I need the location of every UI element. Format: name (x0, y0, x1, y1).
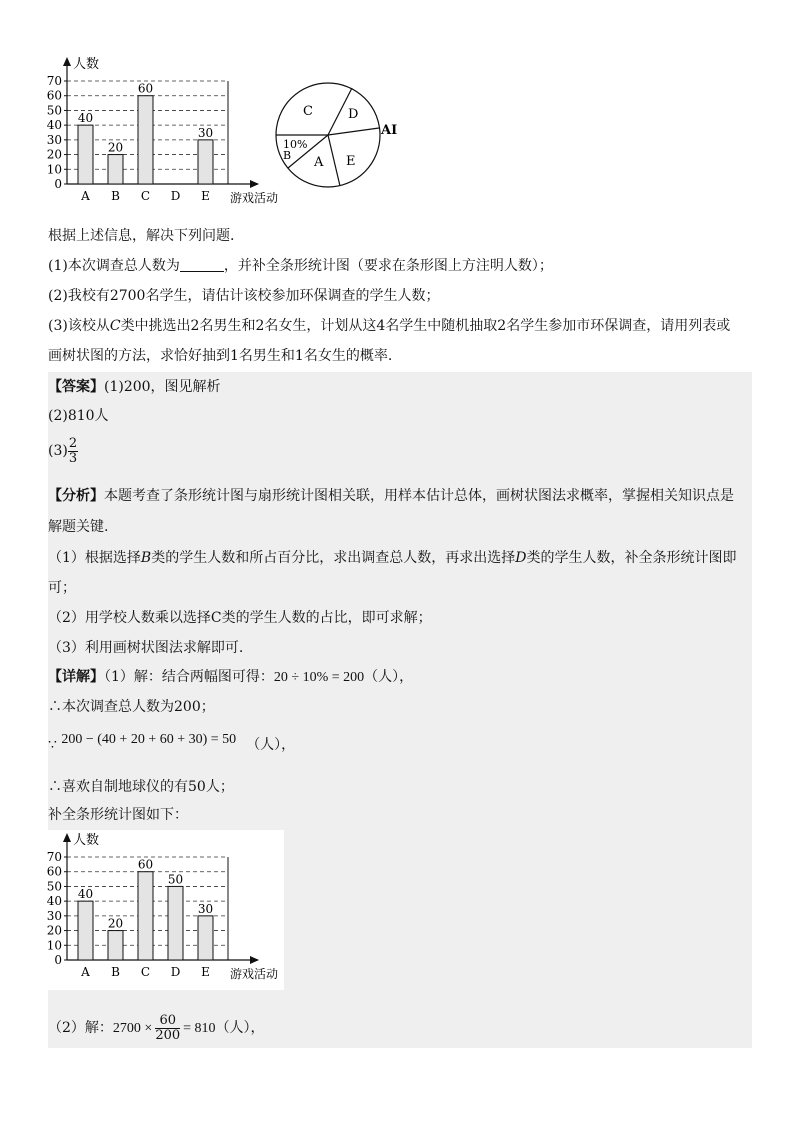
x-tick-label: E (201, 965, 210, 979)
bar (108, 155, 123, 184)
analysis-point-1: （1）根据选择B类的学生人数和所占百分比，求出调查总人数，再求出选择D类的学生人数，补全条形统计图即 (48, 550, 737, 566)
y-tick-label: 50 (46, 103, 62, 118)
x-axis-label: 游戏活动 (230, 191, 279, 205)
pie-divider (328, 128, 379, 135)
bar (168, 886, 183, 960)
y-axis-label: 人数 (73, 57, 100, 72)
x-tick-label: C (140, 189, 151, 203)
answer-blank (180, 258, 224, 272)
y-axis-arrow (63, 57, 71, 66)
y-tick-label: 0 (54, 177, 62, 191)
pie-side-label: AI (381, 123, 398, 138)
answer-3: (3) $\frac{2}{3}$ (48, 435, 78, 466)
bar-chart-original (30, 50, 290, 210)
pie-label-a: A (314, 155, 324, 170)
bar-value-label: 30 (197, 901, 214, 916)
detail-step-6: （2）解：2700 × $\frac{60}{200}$ = 810（人）， (48, 1012, 265, 1043)
x-tick-label: B (111, 965, 120, 979)
y-tick-label: 50 (46, 879, 62, 894)
y-tick-label: 20 (46, 147, 62, 162)
x-tick-label: D (170, 189, 181, 203)
pie-divider (328, 135, 340, 186)
bar-value-label: 20 (107, 916, 124, 931)
detail-step-5: 补全条形统计图如下： (48, 807, 188, 823)
bar (108, 931, 123, 960)
bar (198, 916, 213, 960)
pie-label-percent: 10% (283, 138, 308, 151)
question-1: (1)本次调查总人数为 ，并补全条形统计图（要求在条形图上方注明人数）； (48, 258, 553, 274)
bar-value-label: 30 (197, 125, 214, 140)
x-tick-label: B (111, 189, 120, 203)
detail-fraction: $\frac{60}{200}$ (155, 1012, 181, 1043)
x-tick-label: C (140, 965, 151, 979)
y-axis-arrow (63, 833, 71, 842)
x-axis-label: 游戏活动 (230, 967, 279, 981)
y-tick-label: 30 (46, 132, 62, 147)
y-tick-label: 60 (46, 864, 62, 879)
y-tick-label: 40 (46, 118, 62, 133)
question-3: (3)该校从C类中挑选出2名男生和2名女生，计划从这4名学生中随机抽取2名学生参加市环保调查，请用列表或 (48, 318, 731, 334)
bar (78, 901, 93, 960)
y-tick-label: 30 (46, 908, 62, 923)
question-intro: 根据上述信息，解决下列问题. (48, 228, 235, 244)
x-tick-label: D (170, 965, 181, 979)
bar-value-label: 20 (107, 140, 124, 155)
bar-value-label: 60 (137, 81, 154, 96)
detail-step-1: 【详解】（1）解：结合两幅图可得：20 ÷ 10% = 200（人）， (48, 669, 414, 685)
y-tick-label: 0 (54, 953, 62, 967)
bar-chart-completed (30, 826, 290, 986)
y-tick-label: 60 (46, 88, 62, 103)
y-tick-label: 10 (46, 938, 62, 953)
y-tick-label: 10 (46, 162, 62, 177)
detail-step-3: ∵ 200 − (40 + 20 + 60 + 30) = 50 （人）， (48, 732, 296, 753)
analysis-line2: 解题关键. (48, 519, 109, 535)
x-axis-arrow (250, 180, 259, 188)
bar (198, 140, 213, 184)
bar-value-label: 60 (137, 857, 154, 872)
analysis-point-2: （2）用学校人数乘以选择C类的学生人数的占比，即可求解； (48, 610, 432, 626)
y-tick-label: 70 (46, 850, 62, 864)
bar (78, 125, 93, 184)
detail-step-4: ∴喜欢自制地球仪的有50人； (48, 779, 234, 795)
analysis-point-1-line2: 可； (48, 580, 76, 596)
y-tick-label: 20 (46, 923, 62, 938)
bar-value-label: 40 (77, 111, 94, 126)
answer-3-fraction: $\frac{2}{3}$ (68, 435, 78, 466)
bar-value-label: 50 (167, 872, 184, 887)
bar-value-label: 40 (77, 887, 94, 902)
pie-chart (268, 78, 408, 194)
pie-label-e: E (346, 154, 356, 169)
answer-2: (2)810人 (48, 408, 109, 424)
bar (138, 96, 153, 184)
pie-label-d: D (348, 107, 359, 122)
y-tick-label: 70 (46, 74, 62, 88)
analysis-point-3: （3）利用画树状图法求解即可. (48, 640, 244, 656)
x-tick-label: E (201, 189, 210, 203)
question-2: (2)我校有2700名学生，请估计该校参加环保调查的学生人数； (48, 288, 440, 304)
pie-label-b: B (283, 149, 292, 162)
question-3-line2: 画树状图的方法，求恰好抽到1名男生和1名女生的概率. (48, 348, 393, 364)
pie-label-c: C (303, 104, 313, 119)
detail-step-2: ∴本次调查总人数为200； (48, 699, 215, 715)
y-axis-label: 人数 (73, 833, 100, 848)
x-axis-arrow (250, 956, 259, 964)
analysis-line1: 【分析】本题考查了条形统计图与扇形统计图相关联，用样本估计总体，画树状图法求概率，掌握相关知识点是 (48, 488, 734, 504)
y-tick-label: 40 (46, 894, 62, 909)
bar (138, 872, 153, 960)
x-tick-label: A (81, 189, 90, 203)
x-tick-label: A (81, 965, 90, 979)
answer-1: 【答案】(1)200，图见解析 (48, 379, 221, 395)
